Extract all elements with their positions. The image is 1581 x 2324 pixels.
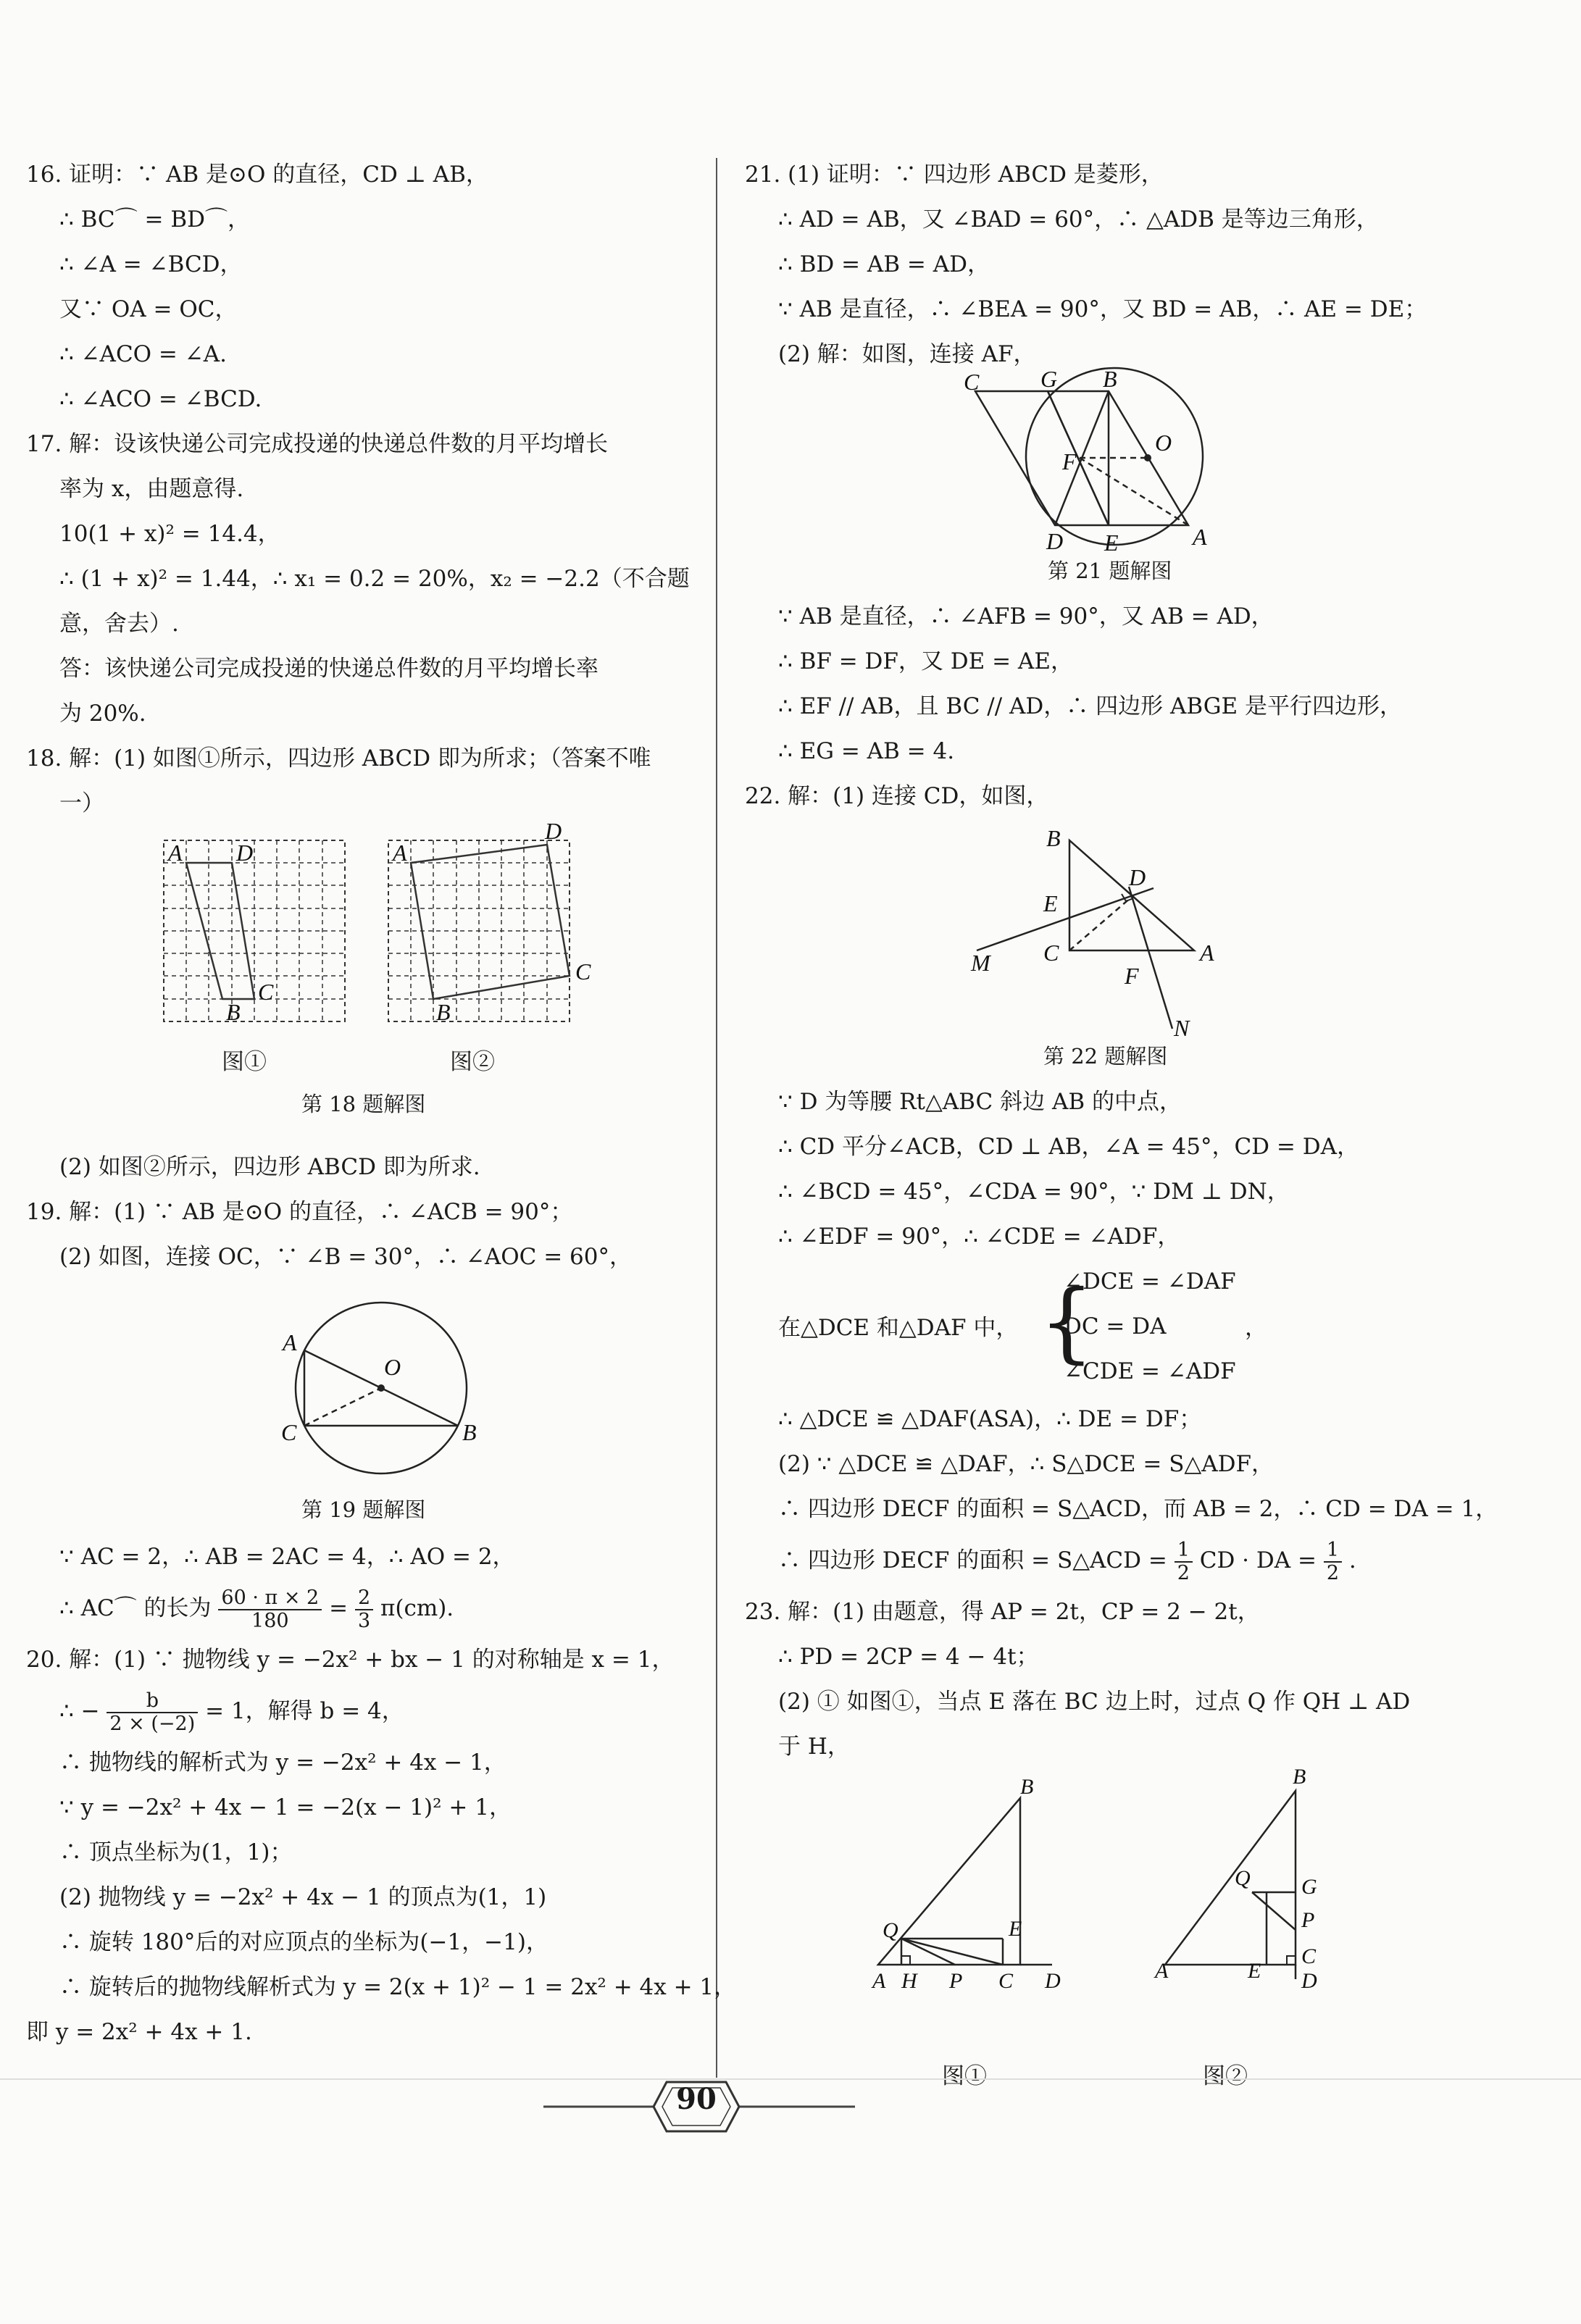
fig21-label: B bbox=[1103, 366, 1117, 392]
text-line: 23. 解：(1) 由题意，得 AP = 2t，CP = 2 − 2t， bbox=[745, 1599, 1260, 1625]
text-line: 22. 解：(1) 连接 CD，如图， bbox=[745, 783, 1049, 809]
q18-19-block bbox=[26, 1145, 693, 1279]
fig23-sub2: 图② bbox=[1203, 2063, 1248, 2089]
b-pre: ∴ − bbox=[59, 1698, 100, 1724]
fig18-sub2: 图② bbox=[450, 1049, 495, 1075]
denominator: 2 bbox=[1326, 1561, 1339, 1584]
right-column bbox=[745, 152, 1549, 2008]
fig23b-label: B bbox=[1293, 1765, 1306, 1789]
fig19-label: A bbox=[283, 1329, 297, 1355]
fig21-label: A bbox=[1193, 524, 1207, 550]
text-line: ∴ PD = 2CP = 4 − 4t； bbox=[778, 1644, 1039, 1670]
fig23a-label: P bbox=[949, 1969, 963, 1993]
figure-22 bbox=[745, 819, 1549, 1079]
fig22-label: A bbox=[1200, 940, 1214, 966]
text-line: ∴ ∠ACO = ∠BCD. bbox=[59, 386, 262, 412]
fig23a-label: B bbox=[1020, 1775, 1034, 1799]
fig22-label: F bbox=[1125, 963, 1139, 989]
q23-block bbox=[745, 1589, 1549, 1769]
fig18-label: A bbox=[393, 840, 407, 866]
fig22-label: B bbox=[1046, 825, 1061, 851]
q20-cont-block bbox=[26, 1740, 737, 2055]
text-line: ∴ BD = AB = AD， bbox=[778, 251, 990, 277]
figure-22-triangle bbox=[745, 819, 1549, 1043]
fig19-label: B bbox=[462, 1419, 477, 1445]
figure-21 bbox=[745, 366, 1549, 594]
numerator: 1 bbox=[1324, 1539, 1342, 1563]
text-line: 16. 证明：∵ AB 是⊙O 的直径，CD ⊥ AB， bbox=[26, 162, 488, 188]
text-line: ∴ 四边形 DECF 的面积 = S△ACD，而 AB = 2，∴ CD = DA = 1， bbox=[778, 1496, 1498, 1522]
q16-17-18-block bbox=[26, 152, 693, 826]
denominator: 2 × (−2) bbox=[109, 1712, 196, 1735]
text-line: 一） bbox=[59, 790, 104, 816]
b-post: = 1，解得 b = 4， bbox=[205, 1698, 404, 1724]
fig18-label: D bbox=[545, 818, 562, 844]
text-line: ∴ ∠ACO = ∠A. bbox=[59, 341, 227, 367]
fig21-label: D bbox=[1046, 528, 1064, 554]
text-line: (2) 抛物线 y = −2x² + 4x − 1 的顶点为(1，1) bbox=[59, 1884, 547, 1910]
text-line: (2) ① 如图①，当点 E 落在 BC 边上时，过点 Q 作 QH ⊥ AD bbox=[778, 1689, 1411, 1715]
text-line: ∴ EF // AB，且 BC // AD，∴ 四边形 ABGE 是平行四边形， bbox=[778, 693, 1402, 719]
numerator: 60 · π × 2 bbox=[218, 1587, 322, 1610]
text-line: (2) 如图②所示，四边形 ABCD 即为所求. bbox=[59, 1154, 480, 1180]
text-line: ∴ CD 平分∠ACB，CD ⊥ AB，∠A = 45°，CD = DA， bbox=[778, 1134, 1359, 1160]
text-line: ∴ 抛物线的解析式为 y = −2x² + 4x − 1， bbox=[59, 1750, 506, 1776]
fig22-label: E bbox=[1043, 890, 1058, 916]
figure-21-rhombus bbox=[745, 366, 1549, 558]
text-line: 答：该快递公司完成投递的快递总件数的月平均增长率 bbox=[59, 656, 598, 682]
text-line: ∵ AB 是直径，∴ ∠BEA = 90°，又 BD = AB，∴ AE = DE； bbox=[778, 296, 1427, 322]
fig23b-label: P bbox=[1301, 1908, 1315, 1932]
fig23a-label: C bbox=[998, 1969, 1014, 1993]
text-line: ∵ D 为等腰 Rt△ABC 斜边 AB 的中点， bbox=[778, 1089, 1182, 1115]
text-line: ∴ BF = DF，又 DE = AE， bbox=[778, 648, 1073, 674]
area-mid: CD · DA = bbox=[1199, 1547, 1317, 1573]
text-line: 10(1 + x)² = 14.4， bbox=[59, 521, 280, 547]
fig18-label: C bbox=[575, 958, 591, 985]
figure-19 bbox=[26, 1279, 693, 1534]
b-solve-line bbox=[26, 1682, 693, 1740]
q20-block bbox=[26, 1637, 693, 1682]
q22-cont-block bbox=[745, 1397, 1549, 1531]
text-line: ∴ ∠BCD = 45°，∠CDA = 90°，∵ DM ⊥ DN， bbox=[778, 1179, 1290, 1205]
figure-18 bbox=[26, 818, 693, 1145]
text-line: ∵ AB 是直径，∴ ∠AFB = 90°，又 AB = AD， bbox=[778, 603, 1274, 630]
text-line: ∴ 顶点坐标为(1，1)； bbox=[59, 1839, 293, 1865]
figure-23-triangles bbox=[745, 1765, 1549, 1993]
fig19-caption: 第 19 题解图 bbox=[301, 1497, 426, 1522]
text-line: 意，舍去）. bbox=[59, 611, 179, 637]
fig22-label: C bbox=[1043, 940, 1059, 966]
text-line: 20. 解：(1) ∵ 抛物线 y = −2x² + bx − 1 的对称轴是 x = 1， bbox=[26, 1647, 675, 1673]
fraction bbox=[1324, 1539, 1342, 1584]
area-post: . bbox=[1348, 1547, 1356, 1573]
page-number: 90 bbox=[676, 2082, 717, 2116]
text-line: ∵ y = −2x² + 4x − 1 = −2(x − 1)² + 1， bbox=[59, 1794, 512, 1821]
fig18-label: B bbox=[226, 999, 241, 1025]
arc-pre: ∴ AC⌒ 的长为 bbox=[59, 1595, 212, 1621]
fig23a-label: Q bbox=[883, 1918, 898, 1942]
congruence-system bbox=[745, 1259, 1549, 1397]
fraction bbox=[218, 1587, 322, 1632]
text-line: 17. 解：设该快递公司完成投递的快递总件数的月平均增长 bbox=[26, 431, 609, 457]
text-line: (2) 解：如图，连接 AF， bbox=[778, 341, 1036, 367]
numerator: 1 bbox=[1175, 1539, 1193, 1563]
text-line: 即 y = 2x² + 4x + 1. bbox=[26, 2019, 252, 2045]
fig22-label: N bbox=[1174, 1015, 1190, 1041]
fig23b-label: A bbox=[1155, 1959, 1169, 1983]
fig18-label: B bbox=[436, 999, 451, 1025]
text-line: ∴ ∠EDF = 90°，∴ ∠CDE = ∠ADF， bbox=[778, 1224, 1180, 1250]
fig21-label: O bbox=[1155, 430, 1172, 456]
q22-block bbox=[745, 1079, 1549, 1259]
text-line: 为 20%. bbox=[59, 701, 146, 727]
text-line: (2) 如图，连接 OC，∵ ∠B = 30°，∴ ∠AOC = 60°， bbox=[59, 1244, 632, 1270]
fig23b-label: C bbox=[1301, 1944, 1317, 1968]
system-line-2: DC = DA bbox=[1064, 1313, 1167, 1339]
text-line: 又∵ OA = OC， bbox=[59, 296, 238, 322]
fig19-label: O bbox=[384, 1354, 401, 1380]
fig21-label: C bbox=[964, 369, 980, 395]
numerator: 2 bbox=[355, 1587, 373, 1610]
text-line: ∴ ∠A = ∠BCD， bbox=[59, 251, 243, 277]
denominator: 3 bbox=[357, 1609, 371, 1632]
area-line bbox=[745, 1531, 1549, 1589]
fig21-caption: 第 21 题解图 bbox=[1048, 559, 1172, 583]
fig21-label: E bbox=[1104, 530, 1119, 556]
fig18-sub1: 图① bbox=[222, 1049, 267, 1075]
denominator: 2 bbox=[1177, 1561, 1190, 1584]
fig22-caption: 第 22 题解图 bbox=[1043, 1044, 1168, 1069]
text-line: 于 H， bbox=[778, 1734, 850, 1760]
text-line: 率为 x，由题意得. bbox=[59, 476, 244, 502]
fig18-label: D bbox=[236, 840, 254, 866]
text-line: ∴ EG = AB = 4. bbox=[778, 738, 955, 764]
denominator: 180 bbox=[251, 1609, 289, 1632]
text-line: 21. (1) 证明：∵ 四边形 ABCD 是菱形， bbox=[745, 162, 1164, 188]
fig18-caption: 第 18 题解图 bbox=[301, 1092, 426, 1116]
text-line: (2) ∵ △DCE ≌ △DAF，∴ S△DCE = S△ADF， bbox=[778, 1451, 1275, 1477]
text-line: ∴ 旋转后的抛物线解析式为 y = 2(x + 1)² − 1 = 2x² + 4x + 1， bbox=[59, 1974, 737, 2000]
system-post: ， bbox=[1245, 1315, 1267, 1341]
fraction bbox=[107, 1690, 198, 1735]
q21-22-block bbox=[745, 594, 1549, 819]
fig23b-label: E bbox=[1248, 1959, 1261, 1983]
figure-23 bbox=[745, 1765, 1549, 2008]
equals: = bbox=[329, 1595, 349, 1621]
fig18-label: C bbox=[258, 979, 274, 1005]
text-line: ∴ AD = AB，又 ∠BAD = 60°，∴ △ADB 是等边三角形， bbox=[778, 206, 1379, 233]
footer-ornament bbox=[0, 2078, 1581, 2165]
fig21-label: F bbox=[1062, 448, 1077, 475]
fig23b-label: Q bbox=[1235, 1866, 1251, 1890]
fig22-label: D bbox=[1129, 864, 1146, 890]
text-line: ∴ BC⌒ = BD⌒， bbox=[59, 206, 250, 233]
fig23-sub1: 图① bbox=[942, 2063, 987, 2089]
fig23a-label: D bbox=[1045, 1969, 1061, 1993]
figure-19-circle bbox=[26, 1279, 693, 1497]
q19-block bbox=[26, 1534, 693, 1579]
fig23a-label: H bbox=[901, 1969, 917, 1993]
fig23b-label: D bbox=[1301, 1969, 1317, 1993]
q21-block bbox=[745, 152, 1549, 377]
column-divider bbox=[716, 158, 717, 2078]
arc-length-line bbox=[26, 1579, 693, 1637]
fraction bbox=[1175, 1539, 1193, 1584]
system-pre: 在△DCE 和△DAF 中， bbox=[778, 1315, 1019, 1341]
fig23b-label: G bbox=[1301, 1875, 1317, 1899]
area-pre: ∴ 四边形 DECF 的面积 = S△ACD = bbox=[778, 1547, 1167, 1573]
text-line: 18. 解：(1) 如图①所示，四边形 ABCD 即为所求；（答案不唯 bbox=[26, 745, 651, 772]
fig22-label: M bbox=[971, 950, 990, 976]
left-column bbox=[26, 152, 737, 2055]
text-line: 19. 解：(1) ∵ AB 是⊙O 的直径，∴ ∠ACB = 90°； bbox=[26, 1199, 573, 1225]
arc-post: π(cm). bbox=[380, 1595, 454, 1621]
text-line: ∴ △DCE ≌ △DAF(ASA)，∴ DE = DF； bbox=[778, 1406, 1202, 1432]
system-line-3: ∠CDE = ∠ADF bbox=[1064, 1358, 1236, 1384]
brace: { bbox=[1039, 1272, 1095, 1373]
text-line: ∴ 旋转 180°后的对应顶点的坐标为(−1，−1)， bbox=[59, 1929, 548, 1955]
numerator: b bbox=[107, 1690, 198, 1713]
fig23a-label: A bbox=[872, 1969, 886, 1993]
fraction bbox=[355, 1587, 373, 1632]
system-line-1: ∠DCE = ∠DAF bbox=[1064, 1268, 1236, 1295]
fig23a-label: E bbox=[1009, 1917, 1022, 1941]
text-line: ∴ (1 + x)² = 1.44，∴ x₁ = 0.2 = 20%，x₂ = −2.2（不合题 bbox=[59, 566, 690, 592]
text-line: ∵ AC = 2，∴ AB = 2AC = 4，∴ AO = 2， bbox=[59, 1544, 515, 1570]
fig19-label: C bbox=[281, 1419, 297, 1445]
fig21-label: G bbox=[1040, 366, 1058, 392]
fig18-label: A bbox=[168, 840, 183, 866]
